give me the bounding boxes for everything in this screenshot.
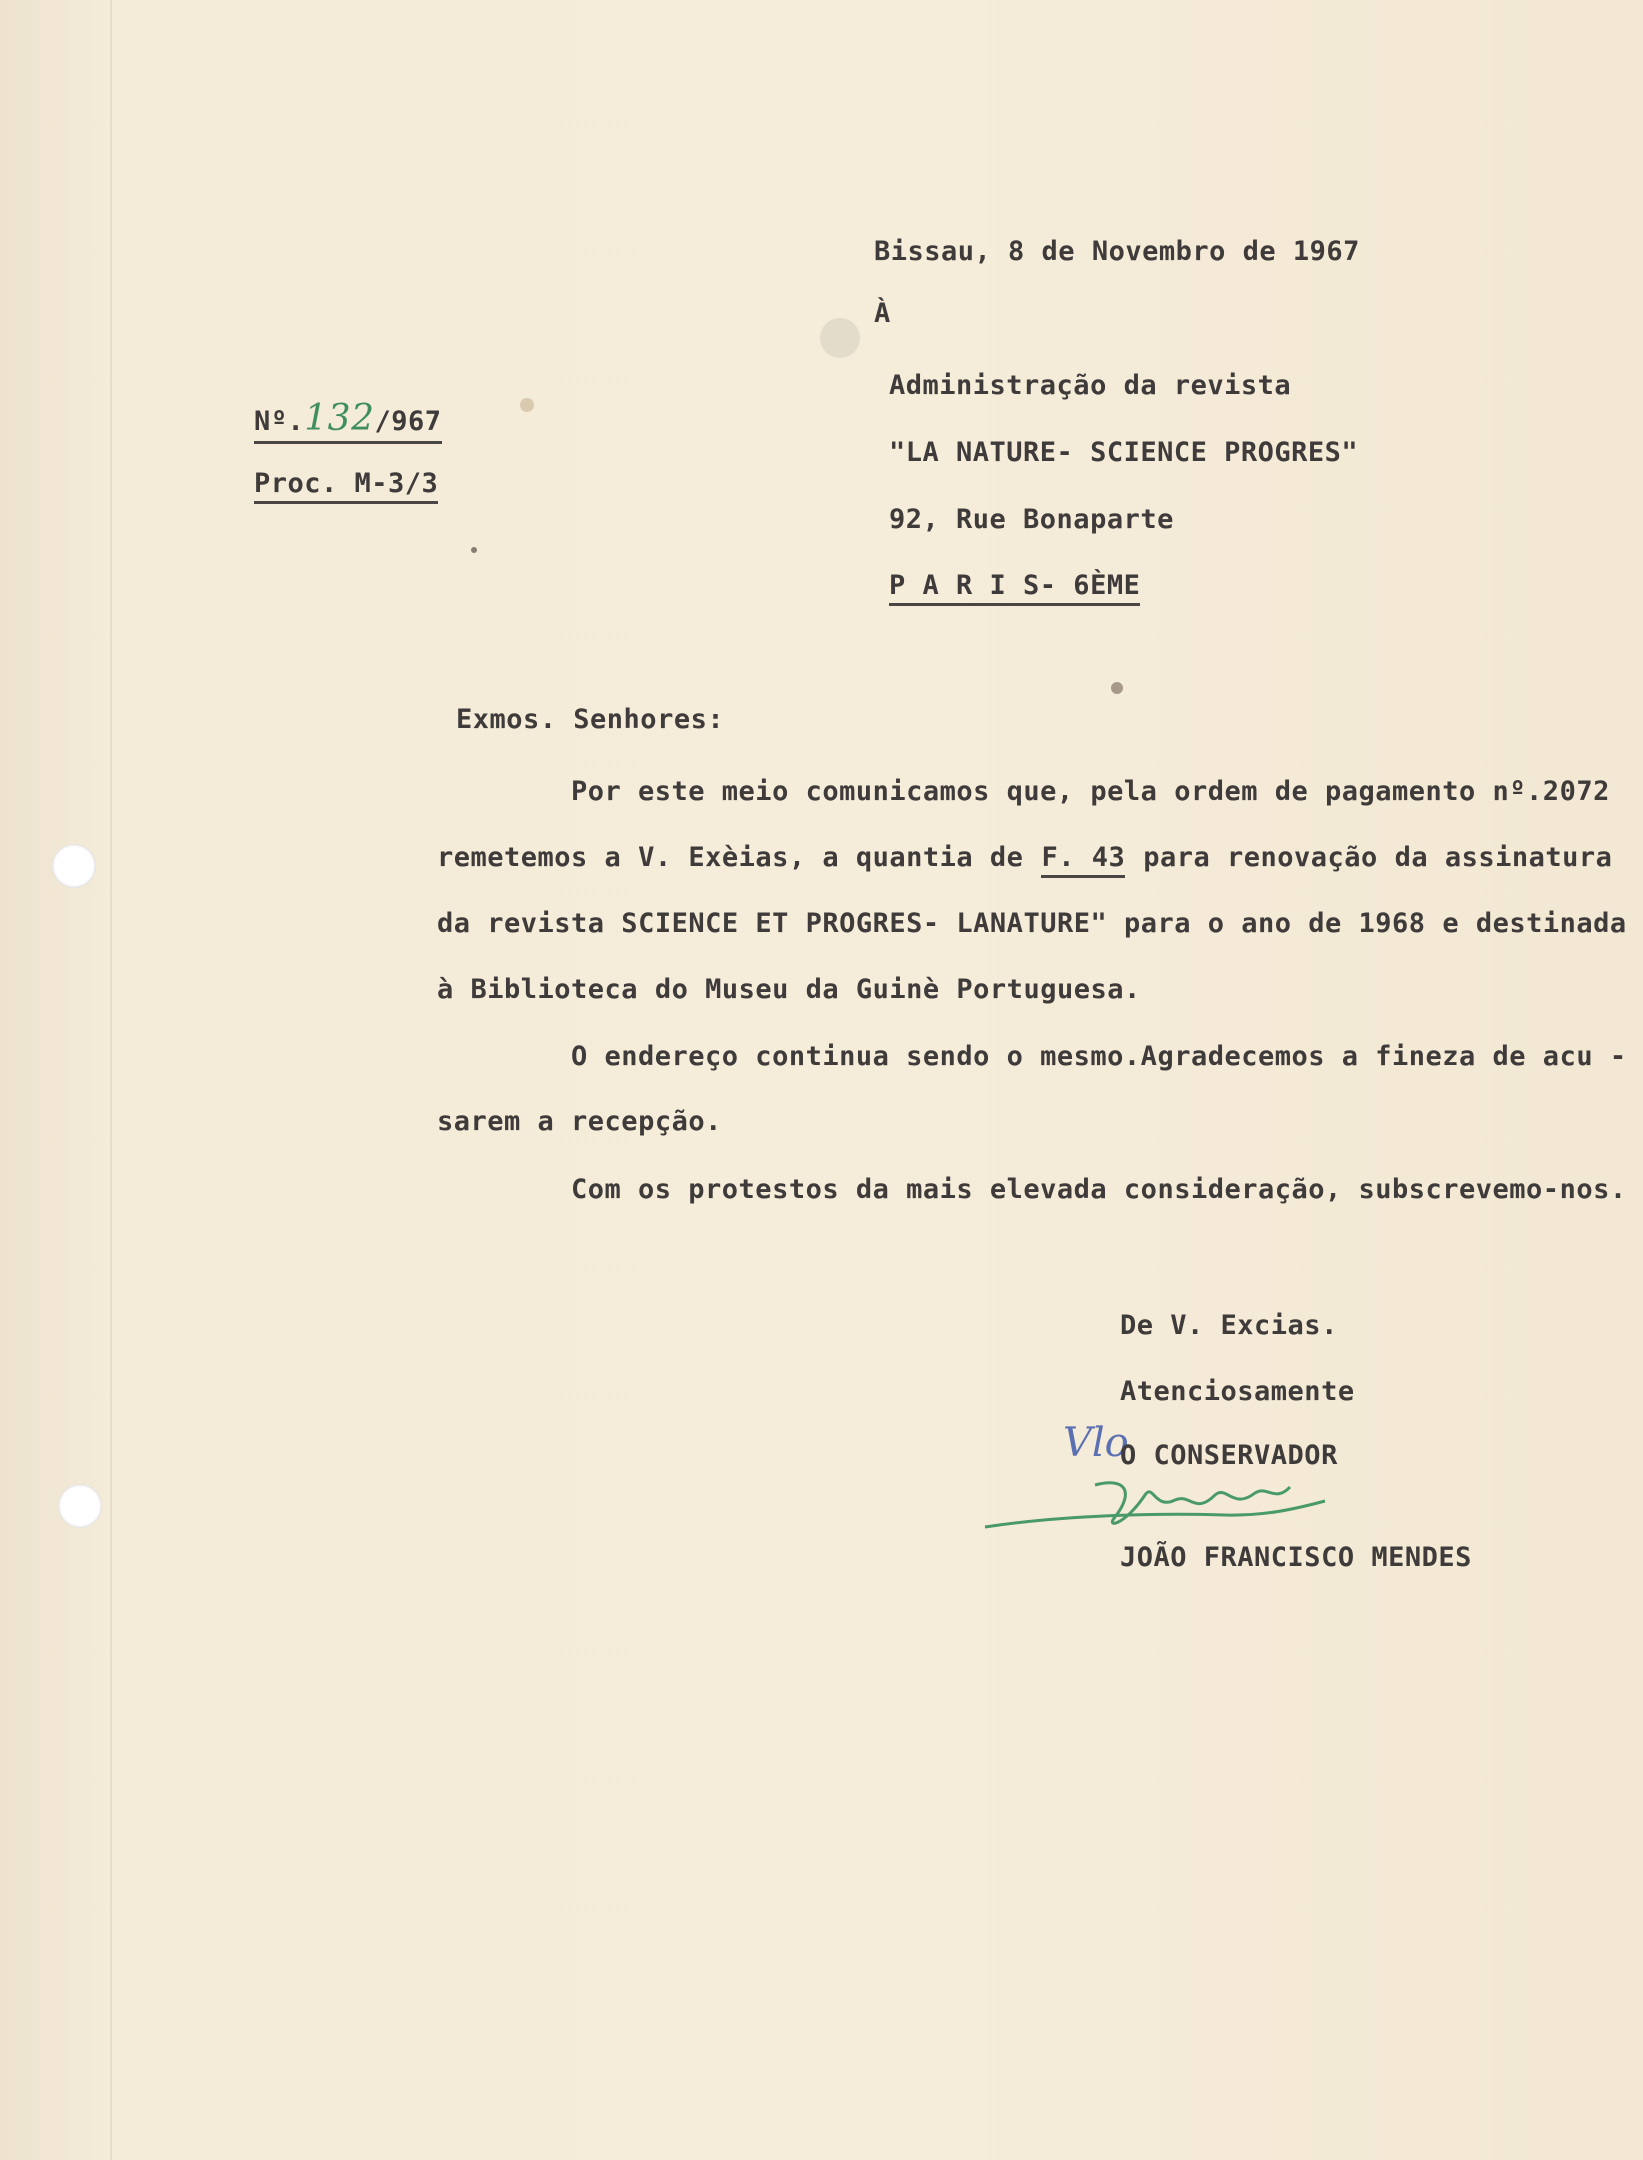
body-line-1: Por este meio comunicamos que, pela ordem de pagamento nº.2072 <box>571 776 1610 807</box>
reference-number-suffix: /967 <box>374 406 442 437</box>
body-line-4: à Biblioteca do Museu da Guinè Portuguesa. <box>437 974 1141 1005</box>
initials-handwritten: Vlo <box>1063 1420 1129 1466</box>
signatory-name: JOÃO FRANCISCO MENDES <box>1120 1542 1472 1573</box>
paper-stain <box>520 398 534 412</box>
body-line-2 <box>437 842 1612 873</box>
punch-hole-top <box>52 844 96 888</box>
signatory-title: O CONSERVADOR <box>1120 1440 1338 1471</box>
to-mark: À <box>874 298 891 329</box>
salutation: Exmos. Senhores: <box>456 704 725 735</box>
closing-line-2: Atenciosamente <box>1120 1376 1355 1407</box>
body-line-5: O endereço continua sendo o mesmo.Agradecemos a fineza de acu - <box>571 1041 1627 1072</box>
closing-line-1: De V. Excias. <box>1120 1310 1338 1341</box>
paper-stain <box>820 318 860 358</box>
body-line-7: Com os protestos da mais elevada consideração, subscrevemo-nos. <box>571 1174 1627 1205</box>
addressee-line-1: Administração da revista <box>889 370 1292 401</box>
body-line-2-end: para renovação da assinatura <box>1143 842 1613 873</box>
reference-number-prefix: Nº. <box>254 406 305 437</box>
paper-stain <box>1111 682 1123 694</box>
punch-hole-bottom <box>58 1484 102 1528</box>
addressee-city: P A R I S- 6ÈME <box>889 570 1140 606</box>
reference-number <box>254 398 442 444</box>
body-line-6: sarem a recepção. <box>437 1106 722 1137</box>
paper-speck <box>471 547 477 553</box>
reference-number-handwritten: 132 <box>304 398 375 439</box>
addressee-line-2: "LA NATURE- SCIENCE PROGRES" <box>889 437 1359 468</box>
paper-fold-line <box>110 0 112 2160</box>
process-reference: Proc. M-3/3 <box>254 468 438 504</box>
body-line-3: da revista SCIENCE ET PROGRES- LANATURE" para o ano de 1968 e destinada <box>437 908 1627 939</box>
payment-amount: F. 43 <box>1041 842 1125 878</box>
handwritten-signature <box>975 1455 1355 1555</box>
addressee-line-3: 92, Rue Bonaparte <box>889 504 1174 535</box>
body-line-2-start: remetemos a V. Exèias, a quantia de <box>437 842 1024 873</box>
date-line: Bissau, 8 de Novembro de 1967 <box>874 236 1360 267</box>
